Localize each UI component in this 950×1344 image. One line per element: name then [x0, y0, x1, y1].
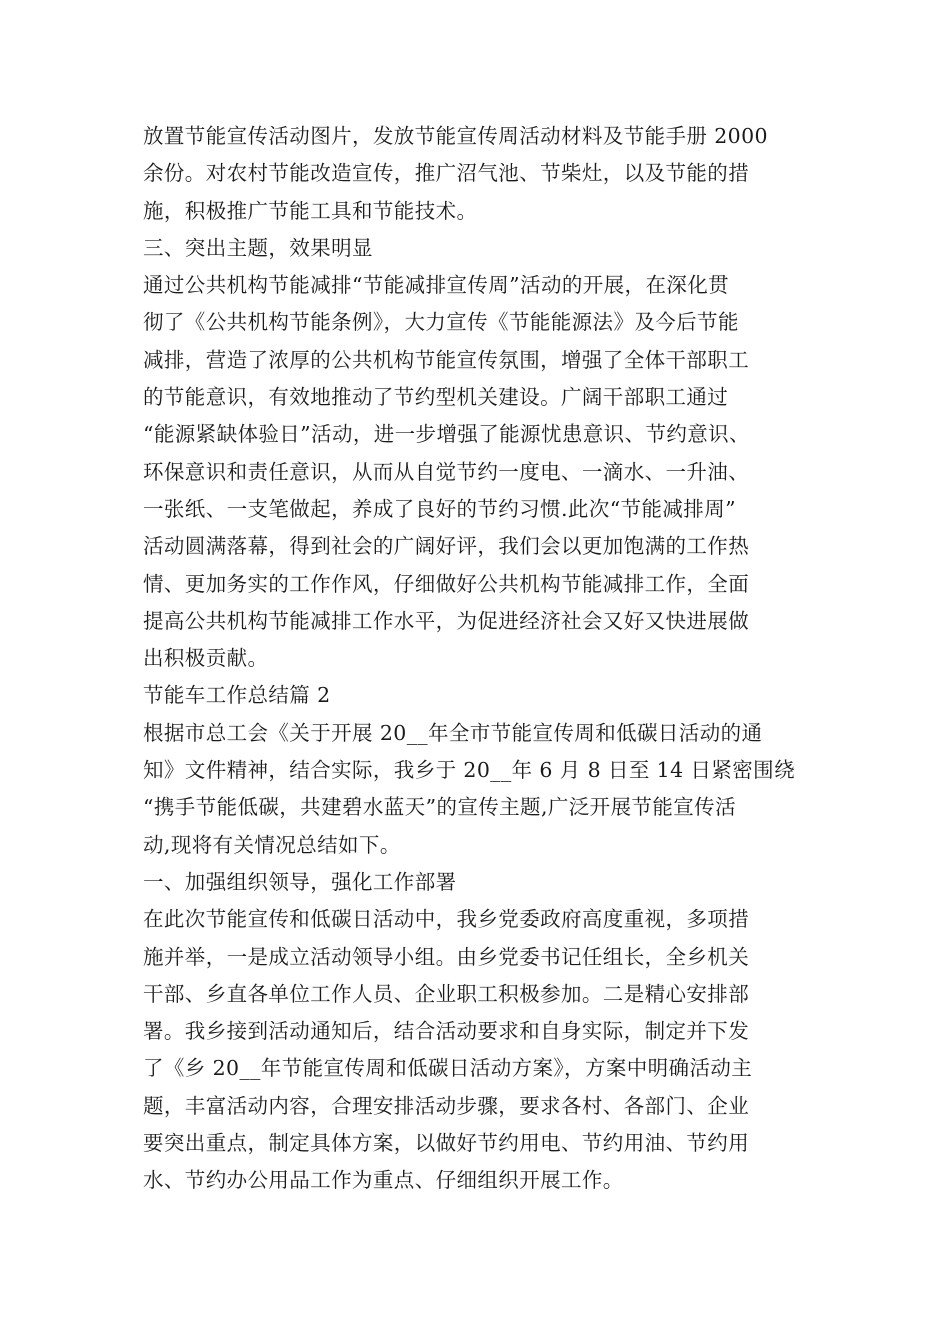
text-line: 一张纸、一支笔做起，养成了良好的节约习惯.此次“节能减排周”: [143, 496, 736, 521]
text-line: 出积极贡献。: [143, 646, 269, 671]
text-line: 施，积极推广节能工具和节能技术。: [143, 198, 478, 223]
text-line: “能源紧缺体验日”活动，进一步增强了能源忧患意识、节约意识、: [143, 422, 750, 447]
text-line: 余份。对农村节能改造宣传，推广沼气池、节柴灶，以及节能的措: [143, 161, 750, 186]
document-body: [143, 118, 833, 1200]
text-line: 了《乡 20__年节能宣传周和低碳日活动方案》，方案中明确活动主: [143, 1056, 753, 1081]
text-line: 彻了《公共机构节能条例》，大力宣传《节能能源法》及今后节能: [143, 310, 739, 335]
text-line: 干部、乡直各单位工作人员、企业职工积极参加。二是精心安排部: [143, 981, 750, 1006]
article-title: 节能车工作总结篇 2: [143, 683, 331, 708]
text-line: 提高公共机构节能减排工作水平，为促进经济社会又好又快进展做: [143, 608, 750, 633]
text-line: 署。我乡接到活动通知后，结合活动要求和自身实际，制定并下发: [143, 1019, 750, 1044]
text-line: 活动圆满落幕，得到社会的广阔好评，我们会以更加饱满的工作热: [143, 534, 750, 559]
section-heading: 一、加强组织领导，强化工作部署: [143, 869, 457, 894]
text-line: 根据市总工会《关于开展 20__年全市节能宣传周和低碳日活动的通: [143, 720, 763, 745]
text-line: 知》文件精神，结合实际，我乡于 20__年 6 月 8 日至 14 日紧密围绕: [143, 758, 795, 783]
text-line: 通过公共机构节能减排“节能减排宣传周”活动的开展，在深化贯: [143, 273, 730, 298]
text-line: 的节能意识，有效地推动了节约型机关建设。广阔干部职工通过: [143, 385, 729, 410]
text-line: 在此次节能宣传和低碳日活动中，我乡党委政府高度重视，多项措: [143, 907, 750, 932]
text-line: 减排，营造了浓厚的公共机构节能宣传氛围，增强了全体干部职工: [143, 347, 750, 372]
text-line: 水、节约办公用品工作为重点、仔细组织开展工作。: [143, 1168, 624, 1193]
text-line: 动,现将有关情况总结如下。: [143, 832, 401, 857]
text-line: 情、更加务实的工作作风，仔细做好公共机构节能减排工作，全面: [143, 571, 750, 596]
text-line: 环保意识和责任意识，从而从自觉节约一度电、一滴水、一升油、: [143, 459, 750, 484]
text-line: 题，丰富活动内容，合理安排活动步骤，要求各村、各部门、企业: [143, 1093, 750, 1118]
text-line: “携手节能低碳，共建碧水蓝天”的宣传主题,广泛开展节能宣传活: [143, 795, 736, 820]
text-line: 施并举，一是成立活动领导小组。由乡党委书记任组长，全乡机关: [143, 944, 750, 969]
text-line: 放置节能宣传活动图片，发放节能宣传周活动材料及节能手册 2000: [143, 124, 768, 148]
section-heading: 三、突出主题，效果明显: [143, 235, 373, 260]
text-line: 要突出重点，制定具体方案，以做好节约用电、节约用油、节约用: [143, 1131, 750, 1156]
